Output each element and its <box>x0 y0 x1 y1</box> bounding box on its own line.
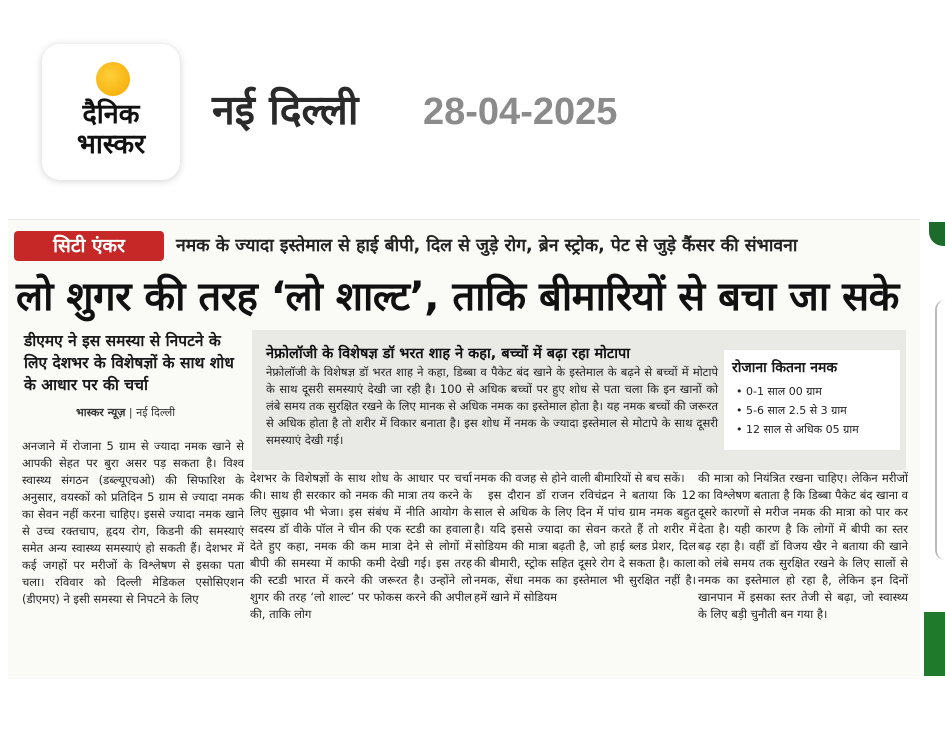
salt-intake-list <box>736 382 859 439</box>
logo-text-line1: दैनिक <box>82 99 140 130</box>
section-tag: सिटी एंकर <box>14 231 164 261</box>
headline: लो शुगर की तरह ‘लो शाल्ट’, ताकि बीमारियों से बचा जा सके <box>16 274 899 320</box>
highlight-box-body: नेफ्रोलॉजी के विशेषज्ञ डॉ भरत शाह ने कहा, डिब्बा व पैकेट बंद खाने के इस्तेमाल के बढ़ने से बच्चों में मोटापे के साथ दूसरी समस्याएं देखी जा रही है। 100 से अधिक बच्चों पर हुए शोध से पता चला कि इन खानों को लंबे समय तक सुरक्षित रखने के लिए मानक से अधिक नमक का इस्तेमाल होता है। यह नमक बच्चों की जरूरत से अधिक होता है तो शरीर में विकार बनाता है। इस शोध में नमक के ज्यादा इस्तेमाल से मोटापे के साथ दूसरी समस्याएं देखी गई। <box>266 365 718 447</box>
paragraph: नमक की वजह से होने वाली बीमारियों से बच सकें। <box>474 471 685 485</box>
salt-intake-title: रोजाना कितना नमक <box>732 360 838 376</box>
subheadline: डीएमए ने इस समस्या से निपटने के लिए देशभर के विशेषज्ञों के साथ शोध के आधार पर की चर्चा <box>24 332 234 394</box>
sun-icon <box>96 62 130 96</box>
list-item: • 5-6 साल 2.5 से 3 ग्राम <box>736 401 859 420</box>
adjacent-green-block <box>924 612 945 676</box>
edition-date: 28-04-2025 <box>423 91 618 133</box>
list-item: • 12 साल से अधिक 05 ग्राम <box>736 420 859 439</box>
byline: भास्कर न्यूज़ | नई दिल्ली <box>76 406 176 419</box>
kicker-line: नमक के ज्यादा इस्तेमाल से हाई बीपी, दिल से जुड़े रोग, ब्रेन स्ट्रोक, पेट से जुड़े कैंसर की संभावना <box>176 236 798 256</box>
highlight-box-heading: नेफ्रोलॉजी के विशेषज्ञ डॉ भरत शाह ने कहा, बच्चों में बढ़ा रहा मोटापा <box>266 346 630 362</box>
paragraph: देशभर के विशेषज्ञों के साथ शोध के आधार पर चर्चा की। साथ ही सरकार को नमक की मात्रा तय करने के लिए सुझाव भी भेजा। इस संबंध में नीति आयोग के सदस्य डॉ वीके पॉल ने चीन की एक स्टडी का हवाला देते हुए कहा, नमक की कम मात्रा देने से लोगों में बीपी की समस्या में काफी कमी देखी गई। इस तरह की स्टडी भारत में करने की जरूरत है। उन्होंने लो शुगर की तरह ‘लो शाल्ट’ पर फोकस करने की अपील की, ताकि लोग <box>250 471 472 621</box>
newspaper-logo <box>42 44 180 180</box>
article-column-1 <box>22 438 244 608</box>
article-column-2 <box>250 470 472 623</box>
paragraph: अनजाने में रोजाना 5 ग्राम से ज्यादा नमक खाने से आपकी सेहत पर बुरा असर पड़ सकता है। विश्व स्वास्थ्य संगठन (डब्ल्यूएचओ) की सिफारिश के अनुसार, वयस्कों को प्रतिदिन 5 ग्राम से ज्यादा नमक का सेवन नहीं करना चाहिए। इससे ज्यादा नमक खाने से उच्च रक्तचाप, हृदय रोग, किडनी की समस्याएं समेत अन्य स्वास्थ्य समस्याएं हो सकती हैं। देशभर में कई जगहों पर मरीजों के विश्लेषण से इसका पता चला। रविवार को दिल्ली मेडिकल एसोसिएशन (डीएमए) ने इसी समस्या से निपटने के लिए <box>22 439 244 606</box>
paragraph: की मात्रा को नियंत्रित रखना चाहिए। लेकिन मरीजों का विश्लेषण बताता है कि डिब्बा पैकेट बंद खाना व दूसरे कारणों से मरीज नमक की मात्रा को पार कर देता है। यही कारण है कि लोगों में बीपी का स्तर बढ़ रहा है। वहीं डॉ विजय खैर ने बताया की खाने को लंबे समय तक सुरक्षित रखने के लिए सालों से नमक का इस्तेमाल हो रहा है, लेकिन इन दिनों खानपान में इसका स्तर तेजी से बढ़ा, जो स्वास्थ्य के लिए बड़ी चुनौती बन गया है। <box>698 471 908 621</box>
byline-source: भास्कर न्यूज़ <box>76 406 126 419</box>
article-column-3 <box>474 470 696 606</box>
byline-city: नई दिल्ली <box>136 406 176 419</box>
adjacent-border-line <box>935 300 945 560</box>
article-column-4 <box>698 470 908 623</box>
edition-city: नई दिल्ली <box>212 86 359 134</box>
logo-text-line2: भास्कर <box>76 129 146 160</box>
paragraph: इस दौरान डॉ राजन रविचंद्रन ने बताया कि 12 साल से अधिक के लिए दिन में पांच ग्राम नमक बहुत है। यदि इससे ज्यादा का सेवन करते हैं तो शरीर में सोडियम की मात्रा बढ़ती है, जो हाई ब्लड प्रेशर, दिल की बीमारी, स्ट्रोक सहित दूसरे रोग दे सकता है। काला नमक, सेंधा नमक का इस्तेमाल भी सुरक्षित नहीं है। हमें खाने में सोडियम <box>474 488 696 604</box>
list-item: • 0-1 साल 00 ग्राम <box>736 382 859 401</box>
